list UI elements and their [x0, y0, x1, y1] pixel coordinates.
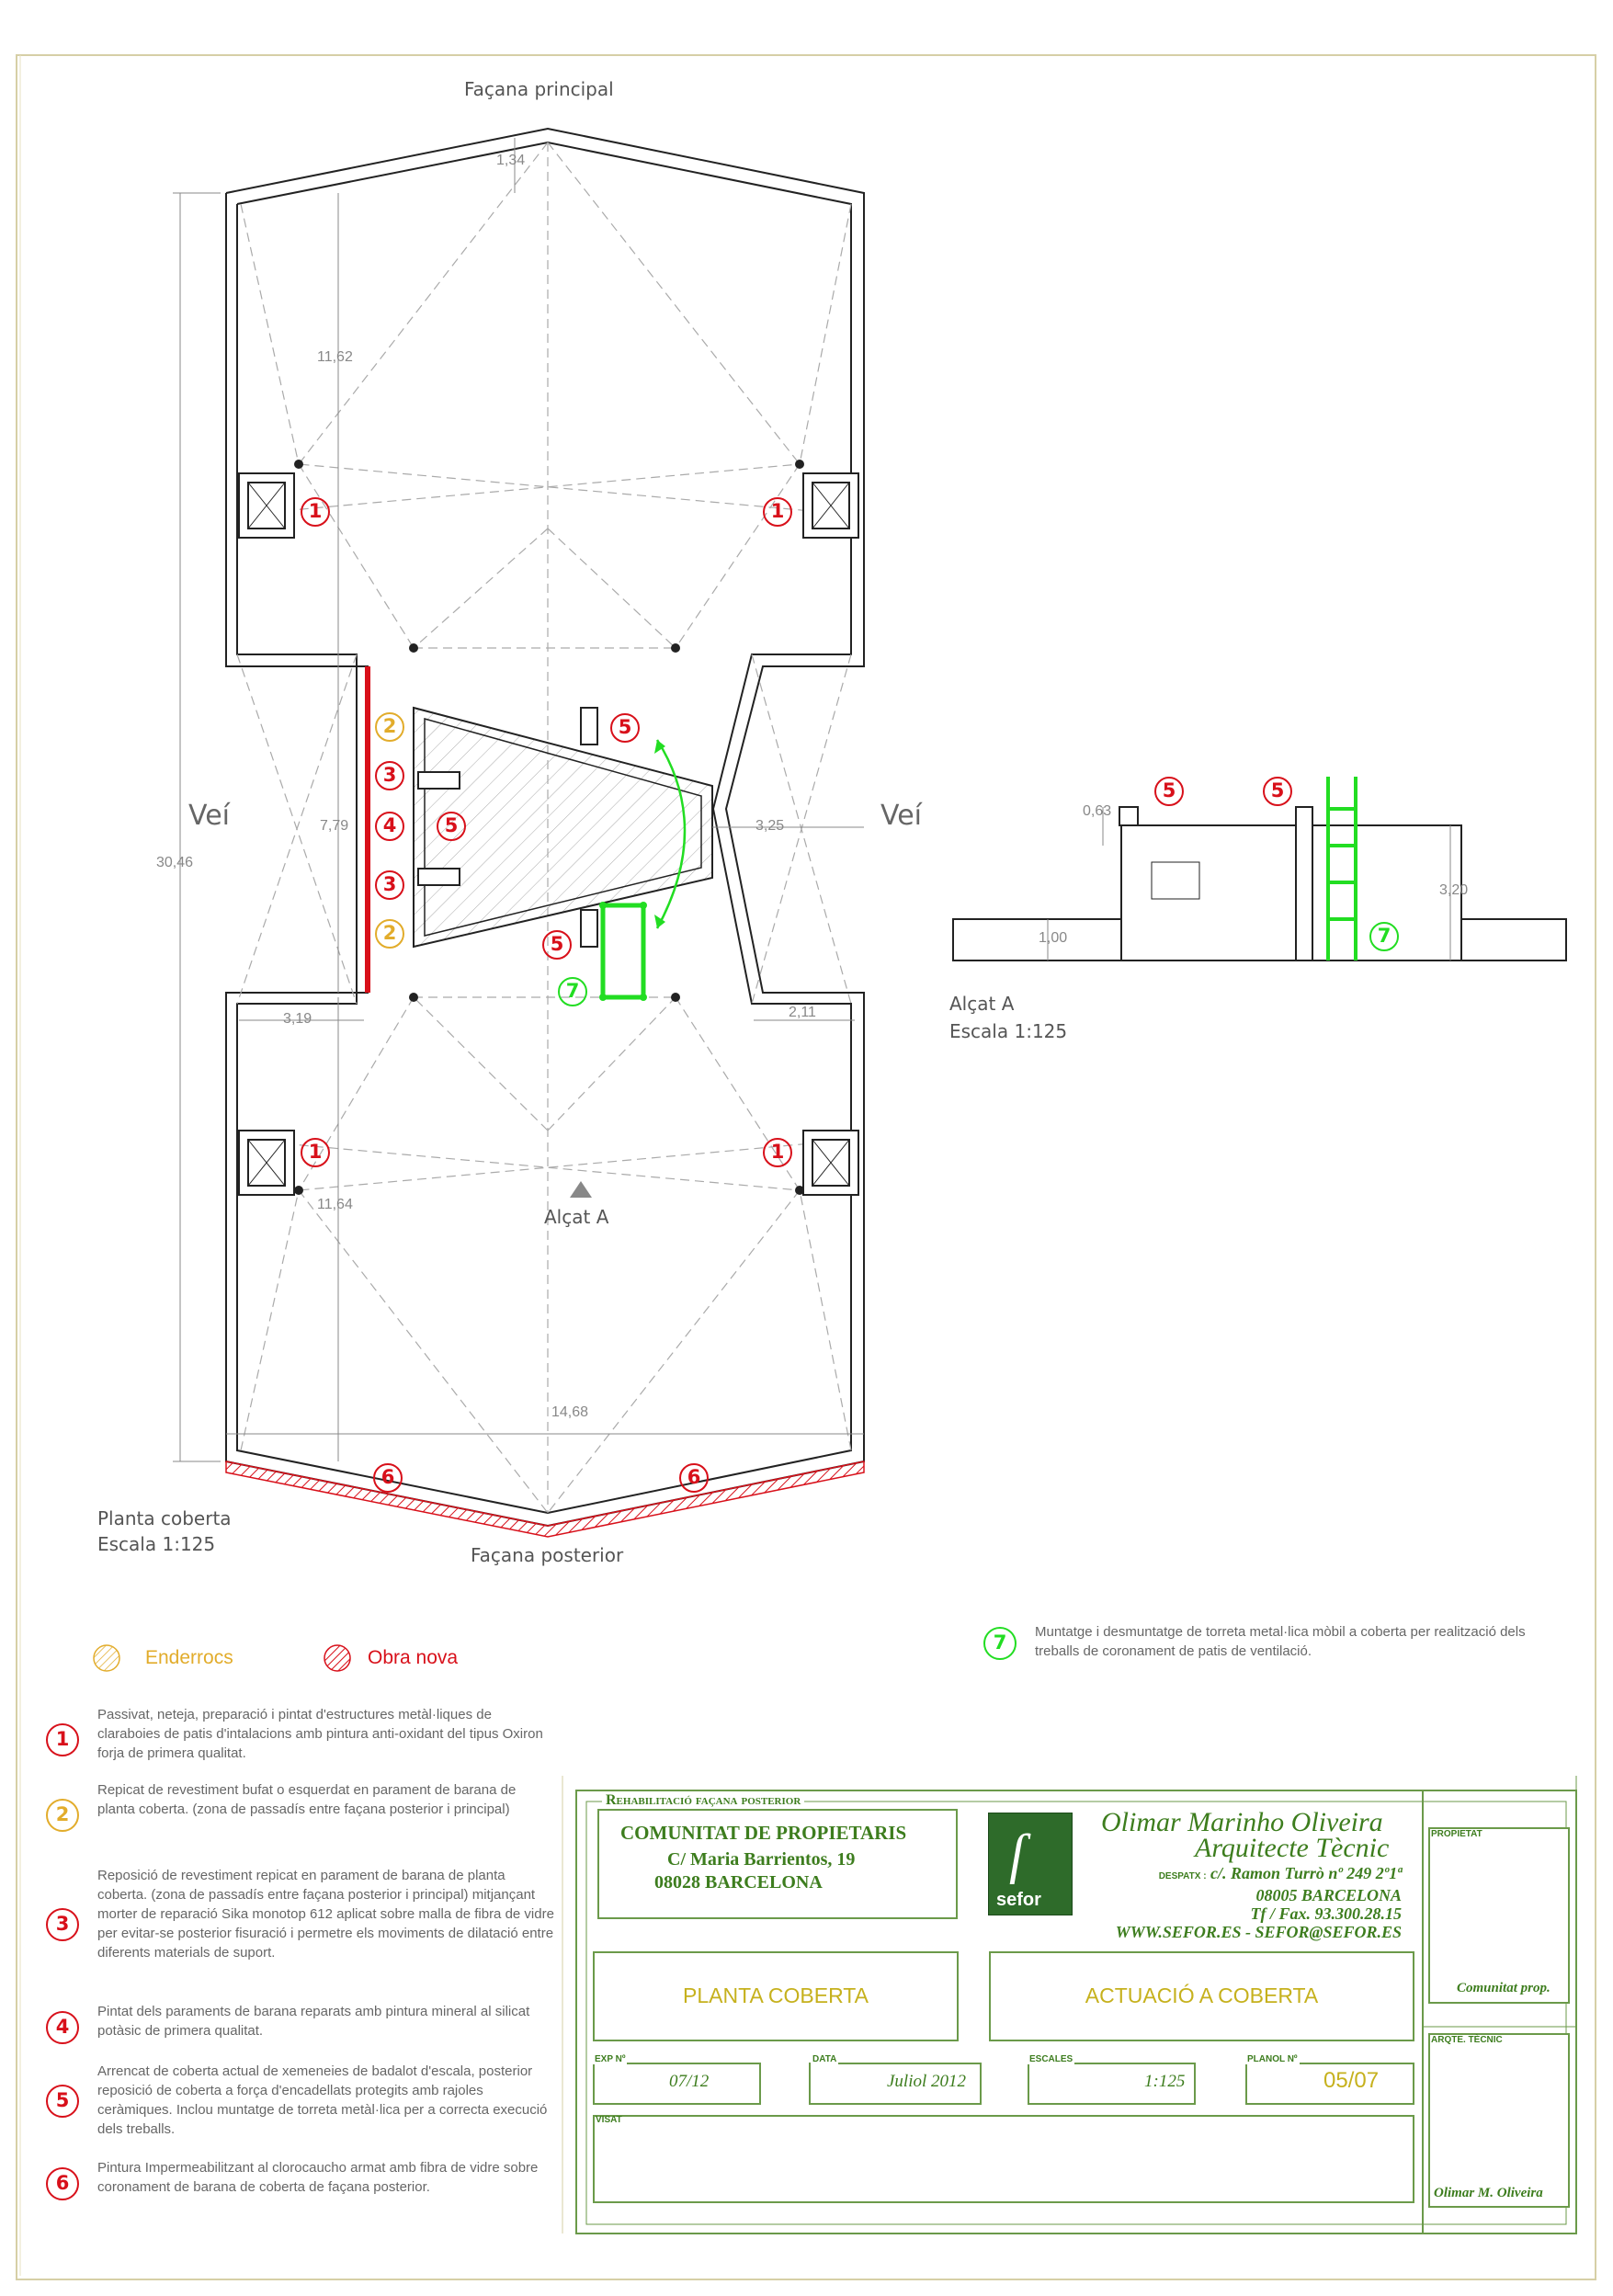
date-value: Juliol 2012	[887, 2072, 967, 2091]
neighbor-right-label: Veí	[880, 800, 922, 832]
legend-marker-4: 4	[46, 2011, 79, 2044]
legend-marker-1: 1	[46, 1723, 79, 1756]
dim-3-19: 3,19	[283, 1011, 312, 1027]
marker-5: 5	[610, 713, 640, 743]
marker-5: 5	[542, 930, 572, 960]
legend-obra-nova: Obra nova	[368, 1647, 459, 1668]
dim-11-64: 11,64	[317, 1197, 353, 1212]
office-tel: Tf / Fax. 93.300.28.15	[1250, 1904, 1402, 1923]
drawing-title: PLANTA COBERTA	[683, 1983, 869, 2007]
marker-5: 5	[1263, 777, 1292, 806]
client-name: COMUNITAT DE PROPIETARIS	[620, 1822, 907, 1844]
neighbor-left-label: Veí	[188, 800, 230, 832]
marker-7: 7	[1369, 922, 1399, 951]
date-label: DATA	[812, 2054, 837, 2064]
propietat-label: PROPIETAT	[1431, 1829, 1482, 1839]
plan-number-label: PLANOL Nº	[1247, 2054, 1298, 2064]
elevation-scale: Escala 1:125	[949, 1020, 1068, 1042]
plan-number-value: 05/07	[1323, 2068, 1380, 2093]
office-label: DESPATX :	[1158, 1871, 1207, 1881]
office-city: 08005 BARCELONA	[1255, 1886, 1402, 1904]
scale-label: ESCALES	[1029, 2054, 1073, 2064]
tecnic-box	[1428, 2033, 1570, 2208]
legend-item-5: Arrencat de coberta actual de xemeneies de badalot d'escala, posterior reposició de coberta a força d'encadellats protegits amb rajoles ceràmiques. Inclou muntatge de torreta metàl·lica per a correcta execució dels treballs.	[97, 2063, 548, 2137]
marker-5: 5	[437, 812, 466, 841]
dim-3-25: 3,25	[755, 818, 785, 834]
office-block	[1089, 1864, 1402, 1941]
visat-box	[593, 2115, 1414, 2203]
marker-6: 6	[679, 1463, 709, 1493]
office-web: WWW.SEFOR.ES - SEFOR@SEFOR.ES	[1115, 1923, 1402, 1941]
marker-2: 2	[375, 712, 404, 742]
tecnic-signature: Olimar M. Oliveira	[1434, 2186, 1543, 2200]
scale-value: 1:125	[1144, 2072, 1186, 2091]
client-address-1: C/ Maria Barrientos, 19	[667, 1849, 856, 1870]
dim-2-11: 2,11	[789, 1005, 816, 1020]
marker-1: 1	[763, 497, 792, 527]
architect-name: Olimar Marinho Oliveira	[1101, 1807, 1383, 1837]
legend-item-1: Passivat, neteja, preparació i pintat d'estructures metàl·liques de claraboies de patis d'intalacions amb pintura anti-oxidant del tipus Oxiron forja de primera qualitat.	[97, 1707, 543, 1761]
dim-14-68: 14,68	[551, 1404, 589, 1420]
dim-1-34: 1,34	[496, 153, 526, 168]
legend-marker-2: 2	[46, 1799, 79, 1832]
marker-5: 5	[1154, 777, 1184, 806]
sefor-logo-text: sefor	[996, 1890, 1041, 1910]
plan-name: Planta coberta	[97, 1507, 232, 1529]
legend-marker-5: 5	[46, 2085, 79, 2118]
architect-role: Arquitecte Tècnic	[1195, 1833, 1390, 1863]
exp-value: 07/12	[669, 2072, 710, 2091]
dim-7-79: 7,79	[320, 818, 349, 834]
legend-item-6: Pintura Impermeabilitzant al clorocaucho armat amb fibra de vidre sobre coronament de barana de coberta de façana posterior.	[97, 2160, 539, 2195]
client-address-2: 08028 BARCELONA	[654, 1872, 823, 1892]
office-address: c/. Ramon Turrò nº 249 2º1ª	[1210, 1864, 1402, 1882]
dim-11-62: 11,62	[317, 349, 353, 365]
marker-2: 2	[375, 919, 404, 949]
elev-dim-1-00: 1,00	[1039, 930, 1068, 946]
marker-4: 4	[375, 812, 404, 841]
section-marker-label: Alçat A	[544, 1206, 609, 1228]
legend-item-3: Reposició de revestiment repicat en parament de barana de planta coberta. (zona de passadís entre façana posterior i principal) mitjançant morter de reparació Sika monotop 612 aplicat sobre malla de fibra de vidre per evitar-se posterior fisuració i permetre els moviments de dilatació entre diferents materials de suport.	[97, 1868, 554, 1961]
plan-scale: Escala 1:125	[97, 1533, 216, 1555]
propietat-box	[1428, 1827, 1570, 2004]
marker-7: 7	[558, 977, 587, 1006]
marker-1: 1	[763, 1138, 792, 1167]
drawing-subtitle: ACTUACIÓ A COBERTA	[1085, 1983, 1319, 2007]
sefor-logo: ſ sefor	[988, 1813, 1073, 1915]
elev-dim-3-20: 3,20	[1439, 882, 1469, 898]
elev-dim-0-63: 0,63	[1083, 803, 1112, 819]
legend-marker-6: 6	[46, 2167, 79, 2200]
propietat-signature: Comunitat prop.	[1457, 1981, 1551, 1995]
marker-3: 3	[375, 870, 404, 900]
marker-1: 1	[301, 1138, 330, 1167]
tecnic-label: ARQTE. TÈCNIC	[1431, 2035, 1503, 2045]
marker-6: 6	[373, 1463, 403, 1493]
legend-enderrocs: Enderrocs	[145, 1647, 233, 1668]
legend-marker-7: 7	[983, 1627, 1017, 1660]
dim-30-46: 30,46	[156, 855, 194, 870]
marker-3: 3	[375, 761, 404, 790]
legend-marker-3: 3	[46, 1908, 79, 1941]
facade-posterior-label: Façana posterior	[471, 1544, 624, 1566]
elevation-name: Alçat A	[949, 993, 1015, 1015]
marker-1: 1	[301, 497, 330, 527]
legend-item-2: Repicat de revestiment bufat o esquerdat en parament de barana de planta coberta. (zona de passadís entre façana posterior i principal)	[97, 1782, 517, 1817]
visat-label: VISAT	[596, 2115, 622, 2125]
project-tag: Rehabilitació façana posterior	[602, 1792, 804, 1809]
facade-principal-label: Façana principal	[464, 78, 614, 100]
legend-item-7: Muntatge i desmuntatge de torreta metal·lica mòbil a coberta per realització dels treballs de coronament de patis de ventilació.	[1035, 1624, 1526, 1659]
exp-label: EXP Nº	[595, 2054, 626, 2064]
legend-item-4: Pintat dels paraments de barana reparats amb pintura mineral al silicat potàsic de primera qualitat.	[97, 2004, 530, 2039]
